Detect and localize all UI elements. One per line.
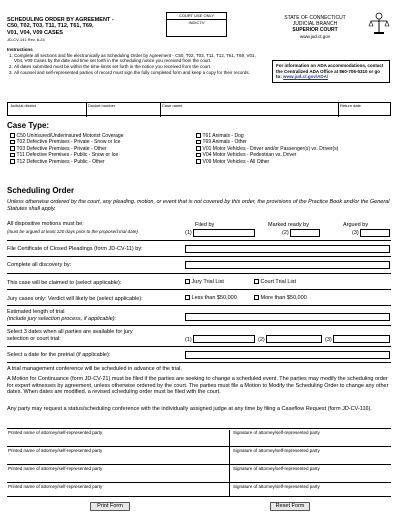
discovery-input[interactable] [185, 261, 390, 269]
reset-form-button[interactable]: Reset Form [270, 502, 310, 511]
printed-name-input[interactable] [7, 436, 225, 445]
case-type-option[interactable]: C50 Uninsured/Underinsured Motorist Coverage [10, 133, 124, 139]
return-date-input[interactable] [340, 109, 388, 115]
checkbox[interactable] [196, 140, 201, 145]
court-name: SUPERIOR COURT [292, 27, 338, 34]
judicial-district-input[interactable] [10, 109, 80, 115]
case-type-right-column [196, 133, 338, 165]
case-type-option[interactable]: T12 Defective Premises - Public - Other [10, 159, 124, 165]
docket-number-input[interactable] [88, 109, 158, 115]
printed-name-label: Printed name of attorney/self-represented party [8, 448, 103, 453]
state-name: STATE OF CONNECTICUT [284, 15, 346, 21]
argued-by-label: Argued by [343, 222, 369, 228]
checkbox[interactable] [10, 140, 15, 145]
pretrial-input[interactable] [185, 351, 390, 359]
trial-length-label: Estimated length of trial [7, 309, 65, 315]
branch-name: JUDICIAL BRANCH [292, 21, 338, 28]
jury-trial-option[interactable]: Jury Trial List [185, 279, 224, 286]
instruction-item: 1. Complete all sections and file electronically as Scheduling Order by Agreement - C50, T02, T03, T11, T12, T61, T69, V01, V04, V09 Cases by the date and time set forth in the scheduling notice you received from the court. [14, 53, 257, 64]
checkbox[interactable] [196, 159, 201, 164]
scheduling-intro: Unless otherwise ordered by the court, any pleading, motion, or event that is not covered by this order, the provisions of the Practice Book and/or the General Statutes shall apply. [7, 199, 390, 212]
court-use-only-box [166, 12, 227, 37]
signature-input[interactable] [232, 454, 391, 463]
checkbox[interactable] [185, 295, 190, 300]
court-trial-option[interactable]: Court Trial List [254, 279, 296, 286]
instruction-item: 2. All dates submitted must be within the time-limits set forth in the notice you received from the court. [14, 64, 257, 70]
trial-date-3-input[interactable] [333, 335, 390, 343]
date-number-1: (1) [185, 230, 192, 236]
dispositive-label: All dispositive motions must be: [7, 221, 84, 227]
scheduling-heading: Scheduling Order [7, 186, 75, 195]
jury-verdict-label: Jury cases only: Verdict will likely be (select applicable): [7, 296, 143, 302]
date-number-3: (3) [352, 230, 359, 236]
case-name-label: Case name [162, 103, 183, 108]
filed-by-input[interactable] [193, 229, 255, 237]
closed-pleadings-label: File Certificate of Closed Pleadings (form JD-CV-11) by: [7, 246, 143, 252]
judicial-district-label: Judicial district [10, 103, 37, 108]
checkbox[interactable] [10, 159, 15, 164]
ada-text: For information on ADA accommodations, contact the Centralized ADA Office at 860-706-5310 or go to: [276, 63, 384, 80]
trial-date-2-input[interactable] [266, 335, 322, 343]
case-type-option[interactable]: T11 Defective Premises - Public - Snow or Ice [10, 152, 124, 158]
signature-input[interactable] [232, 436, 391, 445]
case-type-option[interactable]: V01 Motor Vehicles - Driver and/or Passenger(s) vs. Driver(s) [196, 146, 338, 152]
form-title [7, 17, 157, 36]
case-type-option[interactable]: T02 Defective Premises - Private - Snow or Ice [10, 139, 124, 145]
case-type-heading: Case Type: [7, 121, 50, 130]
continuance-text: A Motion for Continuance (form JD-CV-21) must be filed if the parties are seeking to change a scheduled event. The parties may modify the scheduling order for expert witnesses by agreement, unless otherwise ordered by the court. The parties must file a Motion to Modify the Scheduling Order to change any other dates. When dates are modified, a revised scheduling order must be filed with the court. [7, 376, 389, 396]
select-dates-label-2: selection or court trial: [7, 336, 61, 342]
signature-label: Signature of attorney/self-represented party [233, 466, 320, 471]
trial-length-note: (include jury selection process, if applicable): [7, 316, 117, 322]
signature-label: Signature of attorney/self-represented party [233, 484, 320, 489]
form-number: JD-CV-141 Rev. 6-24 [7, 37, 45, 42]
checkbox[interactable] [10, 153, 15, 158]
ada-box [272, 60, 390, 83]
claimed-to-label: This case will be claimed to (select applicable): [7, 280, 122, 286]
checkbox[interactable] [254, 279, 259, 284]
instructions [7, 47, 257, 75]
title-line-2: C50, T02, T03, T11, T12, T61, T69, [7, 23, 94, 30]
case-type-option[interactable]: T03 Defective Premises - Private - Other [10, 146, 124, 152]
more-than-option[interactable]: More than $50,000 [254, 295, 307, 302]
signature-label: Signature of attorney/self-represented party [233, 448, 320, 453]
checkbox[interactable] [196, 133, 201, 138]
website: www.jud.ct.gov [299, 33, 330, 39]
closed-pleadings-input[interactable] [185, 245, 390, 253]
print-form-button[interactable]: Print Form [90, 502, 130, 511]
court-header [255, 15, 375, 39]
checkbox[interactable] [196, 153, 201, 158]
ada-link[interactable]: www.jud.ct.gov/ADA/ [283, 74, 329, 80]
less-than-option[interactable]: Less than $50,000 [185, 295, 237, 302]
instructions-heading: Instructions [7, 47, 33, 52]
printed-name-input[interactable] [7, 454, 225, 463]
discovery-label: Complete all discovery by: [7, 262, 72, 268]
management-conference-text: A trial management conference will be scheduled in advance of the trial. [7, 366, 182, 372]
checkbox[interactable] [254, 295, 259, 300]
title-line-1: SCHEDULING ORDER BY AGREEMENT - [7, 17, 114, 23]
date-number-3: (3) [325, 337, 332, 343]
date-number-1: (1) [185, 337, 192, 343]
court-use-only-label: COURT USE ONLY [167, 13, 226, 20]
case-type-option[interactable]: V09 Motor Vehicles - All Other [196, 159, 338, 165]
marked-ready-input[interactable] [290, 229, 320, 237]
dispositive-note: (must be argued at least 120 days prior to the proposed trial date) [7, 229, 138, 234]
case-type-left-column [10, 133, 124, 165]
printed-name-label: Printed name of attorney/self-represented party [8, 484, 103, 489]
case-name-input[interactable] [162, 109, 332, 115]
case-type-option[interactable]: T61 Animals - Dog [196, 133, 338, 139]
signature-input[interactable] [232, 472, 391, 481]
docket-number-label: Docket number [88, 103, 116, 108]
signature-block [7, 430, 391, 496]
judicial-seal-icon [368, 10, 390, 36]
return-date-label: Return date [340, 103, 361, 108]
trial-date-1-input[interactable] [193, 335, 255, 343]
argued-by-input[interactable] [360, 229, 390, 237]
checkbox[interactable] [10, 133, 15, 138]
checkbox[interactable] [196, 146, 201, 151]
select-dates-label: Select 3 dates when all parties are available for jury [7, 329, 133, 335]
pretrial-label: Select a date for the pretrial (if applicable): [7, 352, 111, 358]
instruction-item: 3. All counsel and self-represented parties of record must sign the fully completed form and keep a copy for their records. [14, 70, 257, 76]
marked-ready-label: Marked ready by [268, 222, 309, 228]
trial-length-input[interactable] [185, 313, 390, 321]
caseflow-text: Any party may request a status/scheduling conference with the individually assigned judge at any time by filing a Caseflow Request (form JD-CV-116). [7, 406, 372, 412]
case-type-option[interactable]: T69 Animals - Other [196, 139, 338, 145]
checkbox[interactable] [10, 146, 15, 151]
filed-by-label: Filed by [195, 222, 215, 228]
checkbox[interactable] [185, 279, 190, 284]
signature-label: Signature of attorney/self-represented party [233, 430, 320, 435]
date-number-2: (2) [258, 337, 265, 343]
printed-name-input[interactable] [7, 472, 225, 481]
case-type-option[interactable]: V04 Motor Vehicles - Pedestrian vs. Driver [196, 152, 338, 158]
date-number-2: (2) [282, 230, 289, 236]
title-line-3: V01, V04, V09 CASES [7, 29, 63, 36]
indicator-label: INDICTV [188, 20, 205, 25]
printed-name-label: Printed name of attorney/self-represented party [8, 466, 103, 471]
printed-name-label: Printed name of attorney/self-represented party [8, 430, 103, 435]
